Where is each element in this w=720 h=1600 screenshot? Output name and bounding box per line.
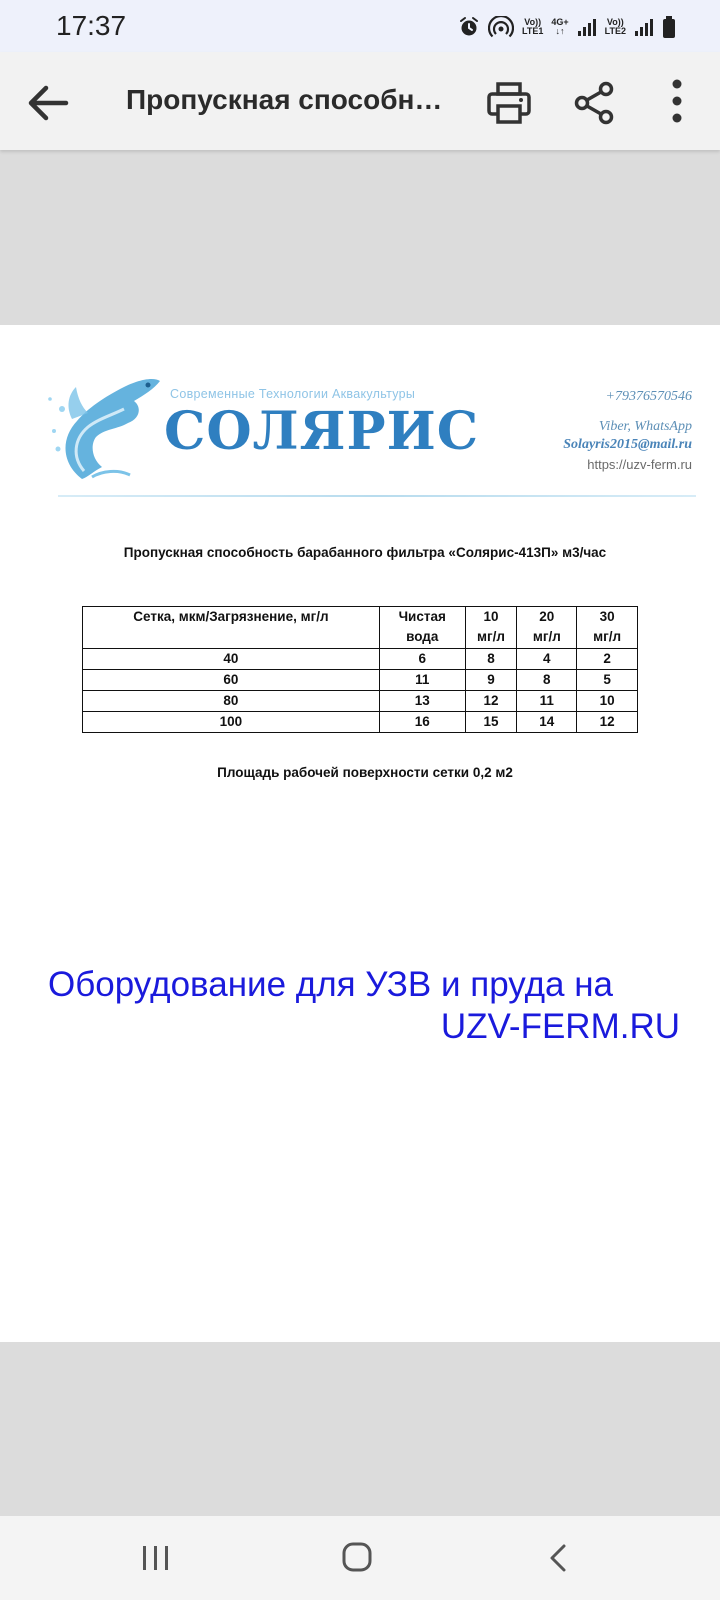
fish-logo-icon	[32, 359, 166, 487]
network-type-label: 4G+	[551, 17, 569, 27]
table-cell: 6	[379, 649, 465, 670]
table-cell: 100	[83, 712, 380, 733]
sim2-top-label: Vo))	[606, 17, 624, 27]
recents-icon	[134, 1538, 178, 1578]
sim1-indicator	[522, 18, 543, 36]
logo-name: СОЛЯРИС	[164, 401, 480, 462]
header-line-1: 10	[483, 609, 499, 624]
table-header-cell	[517, 607, 577, 649]
document-heading: Пропускная способность барабанного фильтра «Солярис-413П» м3/час	[123, 545, 607, 560]
back-button[interactable]	[22, 78, 74, 128]
table-cell: 80	[83, 691, 380, 712]
table-cell: 11	[517, 691, 577, 712]
table-cell: 40	[83, 649, 380, 670]
share-button[interactable]	[570, 78, 620, 128]
table-cell: 10	[577, 691, 638, 712]
table-cell: 2	[577, 649, 638, 670]
table-cell: 4	[517, 649, 577, 670]
home-button[interactable]	[336, 1538, 380, 1578]
table-header-row	[83, 607, 638, 649]
nav-back-button[interactable]	[538, 1538, 582, 1578]
table-cell: 12	[577, 712, 638, 733]
table-row	[83, 691, 638, 712]
promo-text-line-2: UZV-FERM.RU	[440, 1007, 680, 1046]
header-line-1: Чистая	[398, 609, 446, 624]
share-icon	[570, 78, 620, 128]
sim2-indicator	[605, 18, 626, 36]
header-divider	[58, 495, 696, 497]
table-cell: 5	[577, 670, 638, 691]
hotspot-icon	[488, 16, 514, 38]
table-header-cell	[577, 607, 638, 649]
more-options-button[interactable]	[660, 76, 694, 130]
contact-phone: +79376570546	[605, 389, 692, 404]
arrow-back-icon	[22, 78, 74, 128]
table-row	[83, 670, 638, 691]
table-cell: 12	[465, 691, 517, 712]
status-bar	[0, 0, 720, 52]
print-button[interactable]	[484, 78, 534, 128]
header-line-2: мг/л	[477, 629, 505, 644]
navigation-bar	[0, 1516, 720, 1600]
table-cell: 13	[379, 691, 465, 712]
header-line-1: Сетка, мкм/Загрязнение, мг/л	[133, 609, 329, 624]
home-icon	[336, 1538, 380, 1578]
contact-website: https://uzv-ferm.ru	[587, 457, 692, 472]
status-time: 17:37	[56, 10, 127, 41]
table-cell: 60	[83, 670, 380, 691]
header-line-2: вода	[406, 629, 439, 644]
table-header-cell	[83, 607, 380, 649]
back-icon	[538, 1538, 582, 1578]
table-cell: 14	[517, 712, 577, 733]
table-row	[83, 649, 638, 670]
alarm-icon	[458, 16, 480, 38]
battery-icon	[662, 15, 676, 39]
table-header-cell	[465, 607, 517, 649]
header-line-2: мг/л	[593, 629, 622, 644]
capacity-table	[82, 606, 638, 733]
logo-tagline: Современные Технологии Аквакультуры	[170, 387, 416, 401]
header-line-2: мг/л	[532, 629, 561, 644]
document-footnote: Площадь рабочей поверхности сетки 0,2 м2	[217, 765, 513, 780]
table-header-cell	[379, 607, 465, 649]
recents-button[interactable]	[134, 1538, 178, 1578]
promo-text-line-1: Оборудование для УЗВ и пруда на	[48, 965, 614, 1004]
table-cell: 15	[465, 712, 517, 733]
header-line-1: 30	[599, 609, 615, 624]
table-cell: 11	[379, 670, 465, 691]
table-cell: 16	[379, 712, 465, 733]
signal-icon	[577, 17, 597, 37]
sim2-bottom-label: LTE2	[604, 26, 626, 36]
network-arrows-label: ↓↑	[555, 26, 565, 36]
signal-icon	[634, 17, 654, 37]
contacts-block	[563, 389, 692, 472]
table-cell: 8	[465, 649, 517, 670]
table-cell: 9	[465, 670, 517, 691]
table-cell: 8	[517, 670, 577, 691]
sim1-top-label: Vo))	[524, 17, 542, 27]
page-title: Пропускная способн…	[126, 84, 443, 115]
app-bar	[0, 52, 720, 150]
network-indicator	[551, 18, 568, 36]
print-icon	[484, 78, 534, 128]
document-page	[0, 325, 720, 1342]
contact-messengers: Viber, WhatsApp	[598, 419, 692, 434]
more-vert-icon	[660, 76, 694, 130]
table-row	[83, 712, 638, 733]
status-icons	[458, 12, 676, 42]
contact-email: Solayris2015@mail.ru	[563, 437, 692, 452]
header-line-1: 20	[539, 609, 555, 624]
sim1-bottom-label: LTE1	[522, 26, 544, 36]
